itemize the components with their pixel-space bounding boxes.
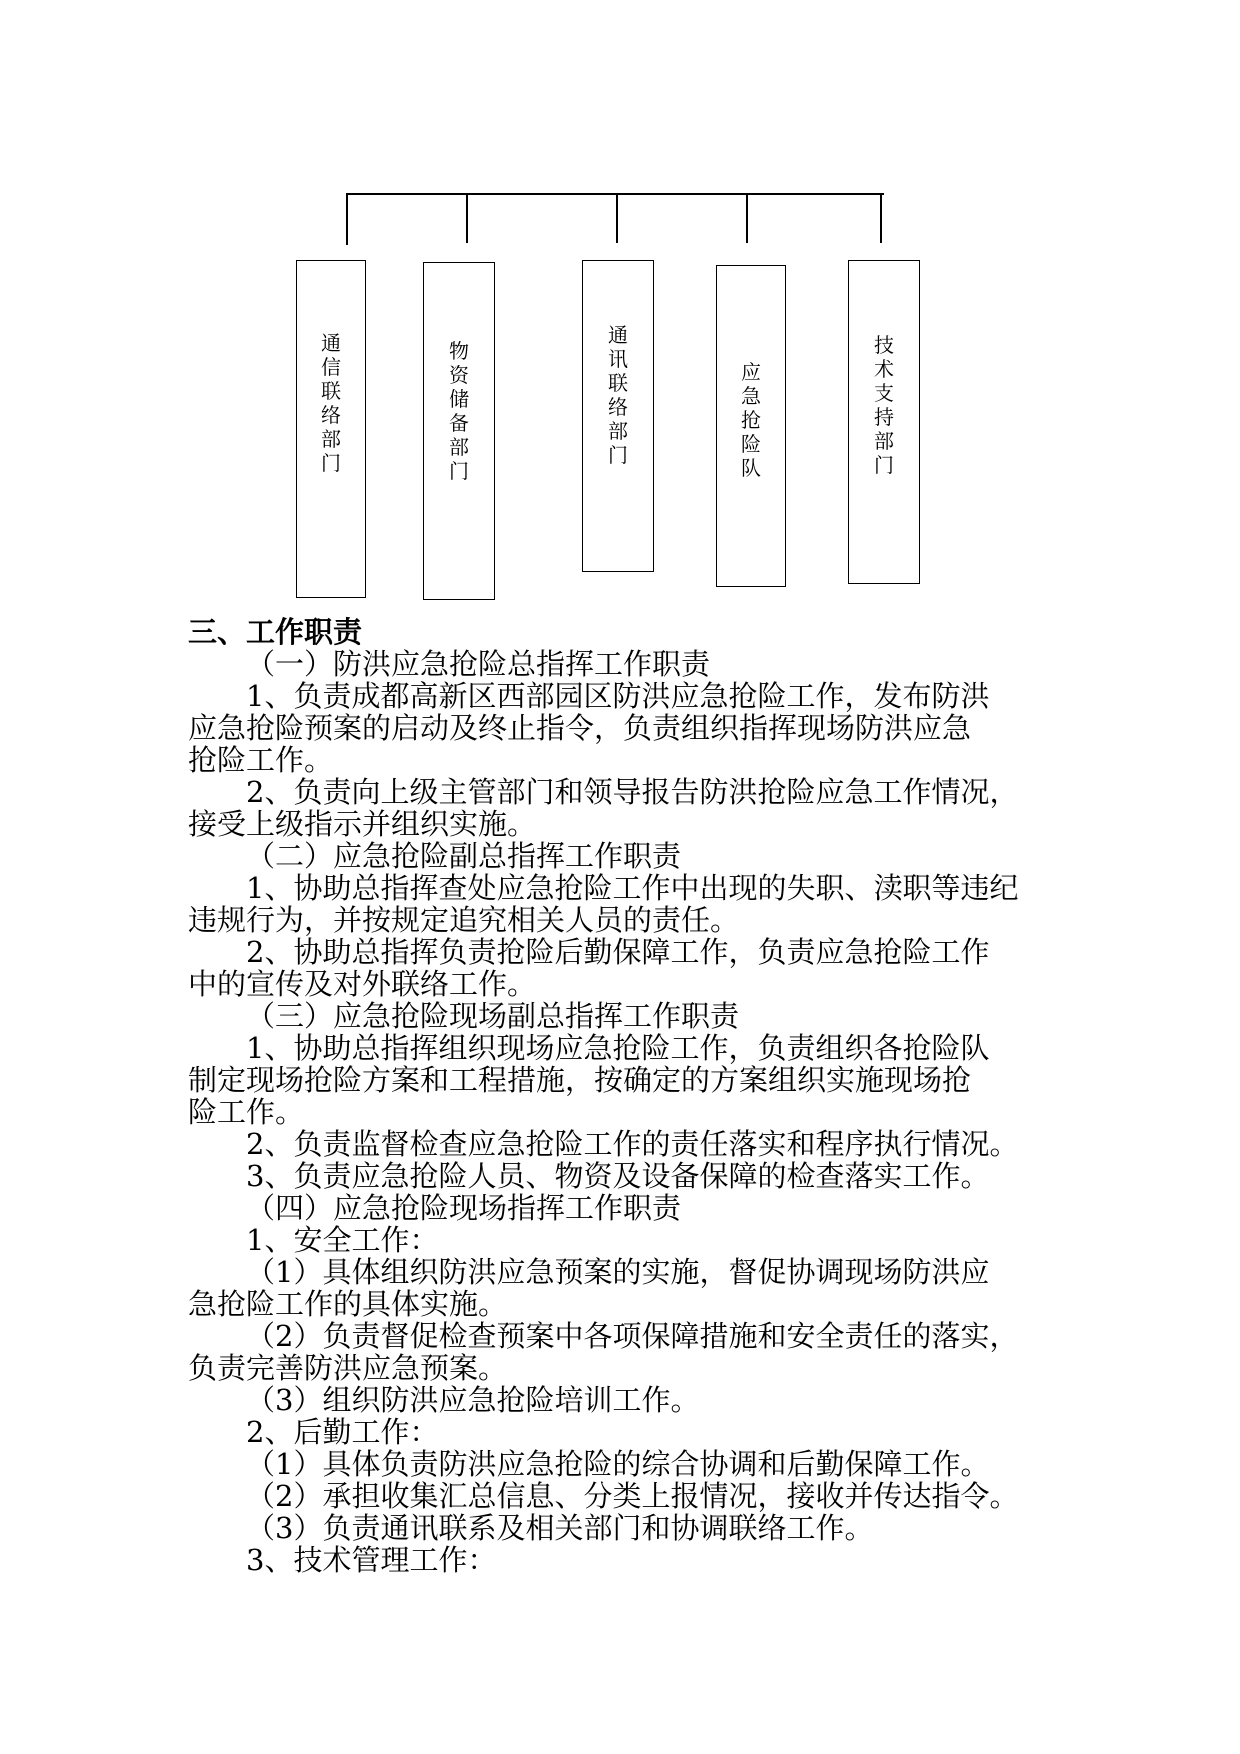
text-line: 违规行为，并按规定追究相关人员的责任。 [188, 903, 740, 937]
dept-label: 物 资 储 备 部 门 [449, 339, 469, 483]
dept-box-1 [296, 260, 366, 598]
dept-box-2 [423, 262, 495, 600]
dept-label: 应 急 抢 险 队 [741, 360, 761, 480]
text-line: （1）具体组织防洪应急预案的实施，督促协调现场防洪应 [246, 1255, 990, 1289]
text-line: （一）防洪应急抢险总指挥工作职责 [246, 647, 711, 681]
document-body [188, 616, 1088, 1576]
org-chart [0, 0, 1240, 620]
text-line: 中的宣传及对外联络工作。 [188, 967, 537, 1001]
text-line: （2）承担收集汇总信息、分类上报情况，接收并传达指令。 [246, 1479, 1019, 1513]
text-line: （3）负责通讯联系及相关部门和协调联络工作。 [246, 1511, 874, 1545]
text-line: 3、技术管理工作： [246, 1543, 497, 1577]
section-lines [188, 648, 1088, 1576]
text-line: 2、后勤工作： [246, 1415, 439, 1449]
text-line: （1）具体负责防洪应急抢险的综合协调和后勤保障工作。 [246, 1447, 990, 1481]
text-line: 应急抢险预案的启动及终止指令，负责组织指挥现场防洪应急 [188, 711, 972, 745]
text-line: 抢险工作。 [188, 743, 334, 777]
text-line: 1、协助总指挥查处应急抢险工作中出现的失职、渎职等违纪 [246, 871, 1019, 905]
text-line: 2、负责监督检查应急抢险工作的责任落实和程序执行情况。 [246, 1127, 1019, 1161]
org-bus-line [346, 193, 884, 195]
text-line: （四）应急抢险现场指挥工作职责 [246, 1191, 682, 1225]
text-line: 1、安全工作： [246, 1223, 439, 1257]
text-line: 1、协助总指挥组织现场应急抢险工作，负责组织各抢险队 [246, 1031, 990, 1065]
text-line: （二）应急抢险副总指挥工作职责 [246, 839, 682, 873]
text-line: （2）负责督促检查预案中各项保障措施和安全责任的落实， [246, 1319, 1019, 1353]
text-line: （三）应急抢险现场副总指挥工作职责 [246, 999, 740, 1033]
text-line: 接受上级指示并组织实施。 [188, 807, 537, 841]
text-line: 急抢险工作的具体实施。 [188, 1287, 508, 1321]
section-heading: 三、工作职责 [188, 615, 363, 649]
dept-label: 通 讯 联 络 部 门 [608, 323, 628, 467]
text-line: 险工作。 [188, 1095, 305, 1129]
text-line: 3、负责应急抢险人员、物资及设备保障的检查落实工作。 [246, 1159, 990, 1193]
dept-label: 通 信 联 络 部 门 [321, 331, 341, 475]
org-drop-line [616, 193, 618, 243]
dept-box-5 [848, 260, 920, 584]
dept-box-4 [716, 265, 786, 587]
text-line: 2、负责向上级主管部门和领导报告防洪抢险应急工作情况， [246, 775, 1019, 809]
org-drop-line [746, 193, 748, 243]
text-line: 负责完善防洪应急预案。 [188, 1351, 508, 1385]
org-drop-line [346, 193, 348, 245]
text-line: （3）组织防洪应急抢险培训工作。 [246, 1383, 700, 1417]
text-line: 2、协助总指挥负责抢险后勤保障工作，负责应急抢险工作 [246, 935, 990, 969]
text-line: 制定现场抢险方案和工程措施，按确定的方案组织实施现场抢 [188, 1063, 972, 1097]
org-drop-line [880, 193, 882, 243]
dept-label: 技 术 支 持 部 门 [874, 333, 894, 477]
text-line: 1、负责成都高新区西部园区防洪应急抢险工作，发布防洪 [246, 679, 990, 713]
org-drop-line [466, 193, 468, 243]
dept-box-3 [582, 260, 654, 572]
